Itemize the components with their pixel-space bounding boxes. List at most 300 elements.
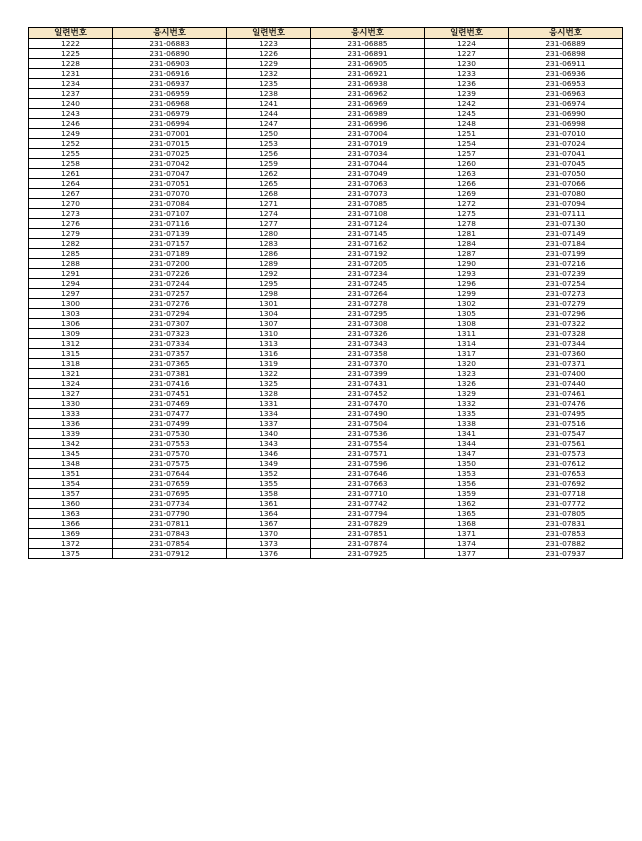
serial-number-cell: 1266: [425, 179, 509, 189]
header-exam-number: 응시번호: [113, 28, 227, 39]
table-row: [29, 389, 623, 399]
serial-number-cell: 1354: [29, 479, 113, 489]
serial-number-cell: 1251: [425, 129, 509, 139]
table-row: [29, 309, 623, 319]
exam-number-cell: 231-07476: [509, 399, 623, 409]
table-row: [29, 449, 623, 459]
exam-number-cell: 231-07234: [311, 269, 425, 279]
exam-number-cell: 231-07328: [509, 329, 623, 339]
exam-number-cell: 231-07200: [113, 259, 227, 269]
header-serial-number: 일련번호: [227, 28, 311, 39]
serial-number-cell: 1318: [29, 359, 113, 369]
serial-number-cell: 1253: [227, 139, 311, 149]
exam-number-cell: 231-07381: [113, 369, 227, 379]
serial-number-cell: 1258: [29, 159, 113, 169]
serial-number-cell: 1308: [425, 319, 509, 329]
exam-number-cell: 231-07710: [311, 489, 425, 499]
exam-number-cell: 231-07034: [311, 149, 425, 159]
serial-number-cell: 1223: [227, 39, 311, 49]
serial-number-cell: 1297: [29, 289, 113, 299]
exam-number-cell: 231-07399: [311, 369, 425, 379]
exam-number-cell: 231-07365: [113, 359, 227, 369]
serial-number-cell: 1270: [29, 199, 113, 209]
serial-number-cell: 1287: [425, 249, 509, 259]
table-row: [29, 519, 623, 529]
serial-number-cell: 1273: [29, 209, 113, 219]
serial-number-cell: 1272: [425, 199, 509, 209]
serial-number-cell: 1360: [29, 499, 113, 509]
exam-number-cell: 231-06921: [311, 69, 425, 79]
exam-number-cell: 231-07205: [311, 259, 425, 269]
exam-number-cell: 231-07742: [311, 499, 425, 509]
table-row: [29, 49, 623, 59]
exam-number-cell: 231-06889: [509, 39, 623, 49]
table-row: [29, 359, 623, 369]
exam-number-cell: 231-07111: [509, 209, 623, 219]
exam-number-cell: 231-07360: [509, 349, 623, 359]
exam-number-cell: 231-07772: [509, 499, 623, 509]
table-row: [29, 279, 623, 289]
serial-number-cell: 1256: [227, 149, 311, 159]
serial-number-cell: 1311: [425, 329, 509, 339]
serial-number-cell: 1242: [425, 99, 509, 109]
exam-number-cell: 231-06969: [311, 99, 425, 109]
exam-number-cell: 231-07276: [113, 299, 227, 309]
serial-number-cell: 1366: [29, 519, 113, 529]
serial-number-cell: 1295: [227, 279, 311, 289]
table-row: [29, 189, 623, 199]
exam-number-cell: 231-07066: [509, 179, 623, 189]
exam-number-cell: 231-07157: [113, 239, 227, 249]
exam-number-cell: 231-07357: [113, 349, 227, 359]
serial-number-cell: 1368: [425, 519, 509, 529]
exam-number-cell: 231-07216: [509, 259, 623, 269]
serial-number-cell: 1294: [29, 279, 113, 289]
table-row: [29, 489, 623, 499]
serial-number-cell: 1359: [425, 489, 509, 499]
exam-number-cell: 231-07108: [311, 209, 425, 219]
serial-number-cell: 1353: [425, 469, 509, 479]
serial-number-cell: 1328: [227, 389, 311, 399]
exam-number-cell: 231-07843: [113, 529, 227, 539]
exam-number-cell: 231-06998: [509, 119, 623, 129]
table-row: [29, 289, 623, 299]
serial-number-cell: 1275: [425, 209, 509, 219]
serial-number-cell: 1278: [425, 219, 509, 229]
serial-number-cell: 1269: [425, 189, 509, 199]
exam-number-cell: 231-07854: [113, 539, 227, 549]
table-row: [29, 549, 623, 559]
exam-number-cell: 231-07041: [509, 149, 623, 159]
serial-number-cell: 1376: [227, 549, 311, 559]
serial-number-cell: 1314: [425, 339, 509, 349]
exam-number-cell: 231-07431: [311, 379, 425, 389]
serial-number-cell: 1230: [425, 59, 509, 69]
exam-number-cell: 231-07015: [113, 139, 227, 149]
exam-number-cell: 231-07477: [113, 409, 227, 419]
exam-number-cell: 231-06990: [509, 109, 623, 119]
serial-number-cell: 1325: [227, 379, 311, 389]
serial-number-cell: 1335: [425, 409, 509, 419]
serial-number-cell: 1265: [227, 179, 311, 189]
serial-number-cell: 1329: [425, 389, 509, 399]
header-exam-number: 응시번호: [311, 28, 425, 39]
table-row: [29, 369, 623, 379]
exam-number-cell: 231-07653: [509, 469, 623, 479]
exam-number-cell: 231-06890: [113, 49, 227, 59]
exam-number-cell: 231-07326: [311, 329, 425, 339]
serial-number-cell: 1304: [227, 309, 311, 319]
serial-number-cell: 1336: [29, 419, 113, 429]
exam-number-cell: 231-07044: [311, 159, 425, 169]
exam-number-cell: 231-07573: [509, 449, 623, 459]
exam-number-cell: 231-07025: [113, 149, 227, 159]
serial-number-cell: 1292: [227, 269, 311, 279]
exam-number-cell: 231-07695: [113, 489, 227, 499]
serial-number-cell: 1309: [29, 329, 113, 339]
serial-number-cell: 1323: [425, 369, 509, 379]
table-row: [29, 239, 623, 249]
exam-number-cell: 231-07308: [311, 319, 425, 329]
serial-number-cell: 1303: [29, 309, 113, 319]
table-row: [29, 199, 623, 209]
exam-number-cell: 231-07416: [113, 379, 227, 389]
exam-number-cell: 231-07470: [311, 399, 425, 409]
table-row: [29, 379, 623, 389]
exam-number-cell: 231-07794: [311, 509, 425, 519]
serial-number-cell: 1232: [227, 69, 311, 79]
exam-number-cell: 231-07273: [509, 289, 623, 299]
exam-number-cell: 231-07553: [113, 439, 227, 449]
table-row: [29, 329, 623, 339]
table-row: [29, 459, 623, 469]
table-row: [29, 409, 623, 419]
exam-number-cell: 231-07010: [509, 129, 623, 139]
serial-number-cell: 1315: [29, 349, 113, 359]
exam-number-cell: 231-07469: [113, 399, 227, 409]
serial-number-cell: 1312: [29, 339, 113, 349]
serial-number-cell: 1372: [29, 539, 113, 549]
serial-number-cell: 1356: [425, 479, 509, 489]
serial-number-cell: 1370: [227, 529, 311, 539]
exam-number-cell: 231-07085: [311, 199, 425, 209]
serial-number-cell: 1280: [227, 229, 311, 239]
serial-number-cell: 1276: [29, 219, 113, 229]
table-row: [29, 219, 623, 229]
exam-number-cell: 231-07790: [113, 509, 227, 519]
exam-number-cell: 231-07561: [509, 439, 623, 449]
serial-number-cell: 1319: [227, 359, 311, 369]
serial-number-cell: 1339: [29, 429, 113, 439]
table-row: [29, 39, 623, 49]
serial-number-cell: 1342: [29, 439, 113, 449]
exam-number-cell: 231-06968: [113, 99, 227, 109]
serial-number-cell: 1252: [29, 139, 113, 149]
serial-number-cell: 1236: [425, 79, 509, 89]
header-serial-number: 일련번호: [29, 28, 113, 39]
serial-number-cell: 1301: [227, 299, 311, 309]
serial-number-cell: 1326: [425, 379, 509, 389]
exam-number-cell: 231-07124: [311, 219, 425, 229]
exam-number-cell: 231-07371: [509, 359, 623, 369]
serial-number-cell: 1347: [425, 449, 509, 459]
serial-number-cell: 1365: [425, 509, 509, 519]
exam-number-cell: 231-07829: [311, 519, 425, 529]
serial-number-cell: 1357: [29, 489, 113, 499]
table-row: [29, 179, 623, 189]
serial-number-cell: 1334: [227, 409, 311, 419]
serial-number-cell: 1262: [227, 169, 311, 179]
serial-number-cell: 1302: [425, 299, 509, 309]
exam-number-cell: 231-06898: [509, 49, 623, 59]
exam-number-cell: 231-07019: [311, 139, 425, 149]
serial-number-cell: 1281: [425, 229, 509, 239]
exam-number-cell: 231-07882: [509, 539, 623, 549]
exam-number-cell: 231-07344: [509, 339, 623, 349]
exam-number-cell: 231-07490: [311, 409, 425, 419]
exam-number-cell: 231-07612: [509, 459, 623, 469]
exam-number-cell: 231-06963: [509, 89, 623, 99]
serial-number-cell: 1233: [425, 69, 509, 79]
serial-number-cell: 1239: [425, 89, 509, 99]
serial-number-cell: 1250: [227, 129, 311, 139]
serial-number-cell: 1332: [425, 399, 509, 409]
exam-number-cell: 231-07575: [113, 459, 227, 469]
header-row: [29, 28, 623, 39]
serial-number-cell: 1268: [227, 189, 311, 199]
serial-number-cell: 1284: [425, 239, 509, 249]
table-row: [29, 399, 623, 409]
exam-number-cell: 231-07322: [509, 319, 623, 329]
exam-number-cell: 231-06916: [113, 69, 227, 79]
serial-number-cell: 1322: [227, 369, 311, 379]
exam-number-cell: 231-06959: [113, 89, 227, 99]
exam-number-cell: 231-07659: [113, 479, 227, 489]
exam-number-cell: 231-07554: [311, 439, 425, 449]
serial-number-cell: 1343: [227, 439, 311, 449]
serial-number-cell: 1225: [29, 49, 113, 59]
exam-number-cell: 231-07718: [509, 489, 623, 499]
serial-number-cell: 1346: [227, 449, 311, 459]
exam-number-cell: 231-07049: [311, 169, 425, 179]
exam-number-cell: 231-07139: [113, 229, 227, 239]
serial-number-cell: 1358: [227, 489, 311, 499]
exam-number-cell: 231-07264: [311, 289, 425, 299]
serial-number-cell: 1371: [425, 529, 509, 539]
table-row: [29, 419, 623, 429]
exam-number-cell: 231-07278: [311, 299, 425, 309]
table-row: [29, 509, 623, 519]
serial-number-cell: 1364: [227, 509, 311, 519]
serial-number-cell: 1285: [29, 249, 113, 259]
exam-number-cell: 231-06974: [509, 99, 623, 109]
table-row: [29, 69, 623, 79]
serial-number-cell: 1246: [29, 119, 113, 129]
exam-number-cell: 231-07162: [311, 239, 425, 249]
exam-number-cell: 231-07853: [509, 529, 623, 539]
exam-number-cell: 231-07536: [311, 429, 425, 439]
exam-number-cell: 231-07440: [509, 379, 623, 389]
exam-number-cell: 231-07334: [113, 339, 227, 349]
serial-number-cell: 1235: [227, 79, 311, 89]
table-row: [29, 129, 623, 139]
serial-number-cell: 1338: [425, 419, 509, 429]
exam-number-cell: 231-07145: [311, 229, 425, 239]
serial-number-cell: 1350: [425, 459, 509, 469]
exam-number-cell: 231-06885: [311, 39, 425, 49]
exam-number-cell: 231-07570: [113, 449, 227, 459]
serial-number-cell: 1313: [227, 339, 311, 349]
table-row: [29, 269, 623, 279]
serial-number-cell: 1248: [425, 119, 509, 129]
exam-number-cell: 231-07070: [113, 189, 227, 199]
table-row: [29, 109, 623, 119]
table-row: [29, 249, 623, 259]
exam-number-cell: 231-07226: [113, 269, 227, 279]
serial-number-cell: 1341: [425, 429, 509, 439]
serial-number-cell: 1237: [29, 89, 113, 99]
serial-number-cell: 1257: [425, 149, 509, 159]
exam-number-cell: 231-07307: [113, 319, 227, 329]
table-row: [29, 119, 623, 129]
serial-number-cell: 1317: [425, 349, 509, 359]
exam-number-cell: 231-07451: [113, 389, 227, 399]
exam-number-cell: 231-07400: [509, 369, 623, 379]
exam-number-cell: 231-07646: [311, 469, 425, 479]
serial-number-cell: 1355: [227, 479, 311, 489]
exam-number-cell: 231-07245: [311, 279, 425, 289]
table-body: [29, 39, 623, 559]
serial-number-cell: 1228: [29, 59, 113, 69]
table-row: [29, 499, 623, 509]
exam-number-cell: 231-07516: [509, 419, 623, 429]
serial-number-cell: 1267: [29, 189, 113, 199]
table-row: [29, 439, 623, 449]
exam-number-cell: 231-06903: [113, 59, 227, 69]
table-row: [29, 299, 623, 309]
table-row: [29, 89, 623, 99]
exam-number-cell: 231-07130: [509, 219, 623, 229]
exam-number-cell: 231-07244: [113, 279, 227, 289]
table-row: [29, 169, 623, 179]
serial-number-cell: 1231: [29, 69, 113, 79]
serial-number-cell: 1361: [227, 499, 311, 509]
serial-number-cell: 1261: [29, 169, 113, 179]
exam-number-cell: 231-06937: [113, 79, 227, 89]
exam-number-cell: 231-07495: [509, 409, 623, 419]
exam-number-cell: 231-07116: [113, 219, 227, 229]
serial-number-cell: 1263: [425, 169, 509, 179]
table-header: [29, 28, 623, 39]
exam-number-cell: 231-07343: [311, 339, 425, 349]
exam-number-cell: 231-07184: [509, 239, 623, 249]
serial-number-cell: 1352: [227, 469, 311, 479]
serial-number-cell: 1271: [227, 199, 311, 209]
table-row: [29, 319, 623, 329]
exam-number-cell: 231-07323: [113, 329, 227, 339]
serial-number-cell: 1298: [227, 289, 311, 299]
exam-number-cell: 231-07050: [509, 169, 623, 179]
exam-number-cell: 231-07080: [509, 189, 623, 199]
serial-number-cell: 1227: [425, 49, 509, 59]
serial-number-cell: 1351: [29, 469, 113, 479]
exam-number-cell: 231-07279: [509, 299, 623, 309]
exam-number-cell: 231-06979: [113, 109, 227, 119]
exam-number-cell: 231-07004: [311, 129, 425, 139]
serial-number-cell: 1349: [227, 459, 311, 469]
exam-number-cell: 231-06883: [113, 39, 227, 49]
serial-number-cell: 1377: [425, 549, 509, 559]
serial-number-cell: 1344: [425, 439, 509, 449]
exam-number-cell: 231-07296: [509, 309, 623, 319]
serial-number-cell: 1305: [425, 309, 509, 319]
exam-number-cell: 231-07042: [113, 159, 227, 169]
table-row: [29, 99, 623, 109]
exam-number-cell: 231-07912: [113, 549, 227, 559]
serial-number-cell: 1288: [29, 259, 113, 269]
exam-number-cell: 231-06953: [509, 79, 623, 89]
exam-number-cell: 231-07571: [311, 449, 425, 459]
serial-number-cell: 1264: [29, 179, 113, 189]
serial-number-cell: 1254: [425, 139, 509, 149]
exam-number-cell: 231-07805: [509, 509, 623, 519]
exam-number-cell: 231-07063: [311, 179, 425, 189]
exam-number-cell: 231-07189: [113, 249, 227, 259]
exam-number-cell: 231-07644: [113, 469, 227, 479]
serial-number-cell: 1300: [29, 299, 113, 309]
exam-number-cell: 231-07504: [311, 419, 425, 429]
serial-number-cell: 1363: [29, 509, 113, 519]
exam-number-cell: 231-07149: [509, 229, 623, 239]
exam-number-cell: 231-07811: [113, 519, 227, 529]
exam-number-cell: 231-07001: [113, 129, 227, 139]
table-row: [29, 209, 623, 219]
serial-number-cell: 1307: [227, 319, 311, 329]
serial-number-cell: 1274: [227, 209, 311, 219]
serial-number-cell: 1340: [227, 429, 311, 439]
exam-number-cell: 231-07358: [311, 349, 425, 359]
serial-number-cell: 1289: [227, 259, 311, 269]
serial-number-cell: 1243: [29, 109, 113, 119]
table-row: [29, 159, 623, 169]
exam-number-cell: 231-07094: [509, 199, 623, 209]
serial-number-cell: 1362: [425, 499, 509, 509]
serial-number-cell: 1306: [29, 319, 113, 329]
serial-number-cell: 1241: [227, 99, 311, 109]
serial-number-cell: 1374: [425, 539, 509, 549]
serial-number-cell: 1260: [425, 159, 509, 169]
exam-number-cell: 231-07073: [311, 189, 425, 199]
serial-number-cell: 1244: [227, 109, 311, 119]
serial-number-cell: 1369: [29, 529, 113, 539]
exam-number-cell: 231-07199: [509, 249, 623, 259]
serial-number-cell: 1286: [227, 249, 311, 259]
table-row: [29, 59, 623, 69]
table-row: [29, 139, 623, 149]
exam-number-cell: 231-07925: [311, 549, 425, 559]
serial-number-cell: 1277: [227, 219, 311, 229]
serial-number-cell: 1259: [227, 159, 311, 169]
table-row: [29, 149, 623, 159]
table-row: [29, 229, 623, 239]
serial-number-cell: 1330: [29, 399, 113, 409]
serial-number-cell: 1282: [29, 239, 113, 249]
exam-number-cell: 231-07294: [113, 309, 227, 319]
exam-number-cell: 231-07547: [509, 429, 623, 439]
exam-number-cell: 231-06905: [311, 59, 425, 69]
exam-number-cell: 231-07107: [113, 209, 227, 219]
table-row: [29, 259, 623, 269]
